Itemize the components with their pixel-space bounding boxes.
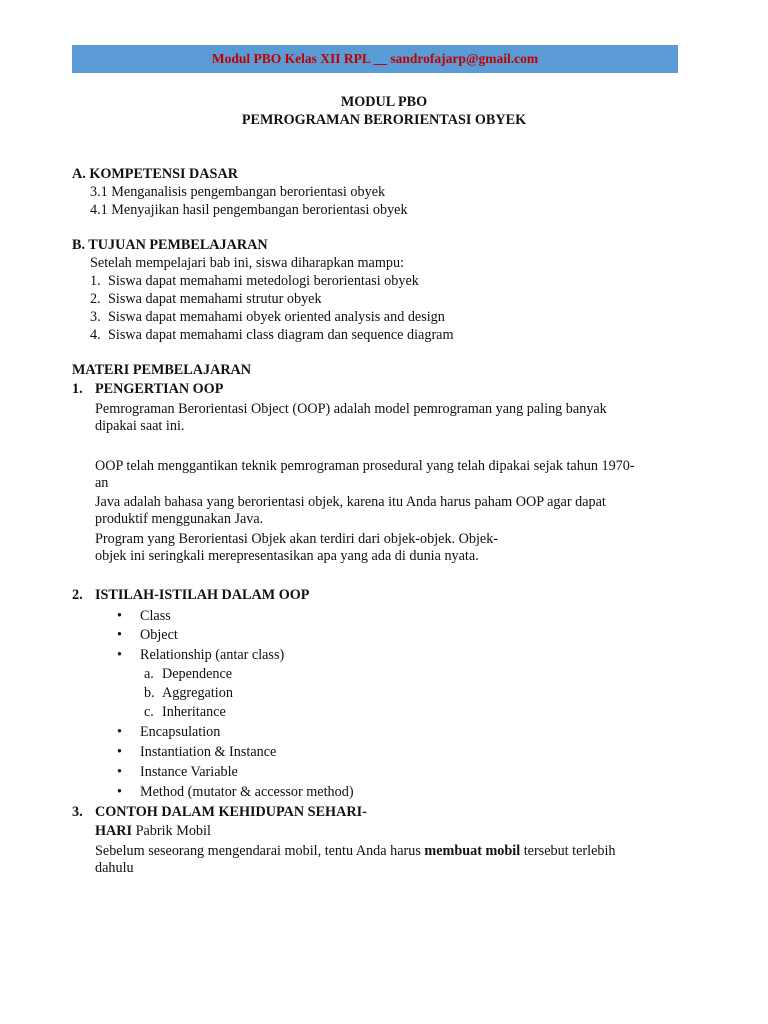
section-b-item-num: 1. — [90, 273, 101, 289]
s3-paragraph-line — [95, 842, 616, 860]
s1-paragraph-line: Java adalah bahasa yang berorientasi objek, karena itu Anda harus paham OOP agar dapat — [95, 494, 606, 510]
list-item: Object — [140, 627, 178, 643]
list-item: Class — [140, 608, 171, 624]
section-b-item-num: 4. — [90, 327, 101, 343]
title-line-2: PEMROGRAMAN BERORIENTASI OBYEK — [241, 112, 527, 128]
list-item: Method (mutator & accessor method) — [140, 784, 354, 800]
s1-num: 1. — [72, 381, 83, 397]
s3-paragraph-line: dahulu — [95, 860, 134, 876]
sub-item-num: c. — [144, 704, 154, 720]
s2-heading: ISTILAH-ISTILAH DALAM OOP — [95, 587, 310, 603]
s1-paragraph-line: Pemrograman Berorientasi Object (OOP) adalah model pemrograman yang paling banyak — [95, 401, 607, 417]
list-item: Relationship (antar class) — [140, 647, 285, 663]
sub-item-text: Inheritance — [162, 704, 226, 720]
section-a-item: 3.1 Menganalisis pengembangan berorientasi obyek — [90, 184, 386, 200]
bullet-icon: • — [117, 784, 122, 800]
section-b-heading: B. TUJUAN PEMBELAJARAN — [72, 237, 268, 253]
s3-heading: CONTOH DALAM KEHIDUPAN SEHARI- — [95, 804, 367, 820]
list-item: Instance Variable — [140, 764, 238, 780]
bullet-icon: • — [117, 647, 122, 663]
bullet-icon: • — [117, 627, 122, 643]
bullet-icon: • — [117, 608, 122, 624]
s1-paragraph-line: objek ini seringkali merepresentasikan apa yang ada di dunia nyata. — [95, 548, 479, 564]
s3-heading-line-2 — [95, 822, 211, 840]
s3-text-bold: membuat mobil — [424, 843, 521, 859]
s3-text-pre: Sebelum seseorang mengendarai mobil, tentu Anda harus — [95, 843, 425, 859]
s1-heading: PENGERTIAN OOP — [95, 381, 224, 397]
sub-item-num: a. — [144, 666, 154, 682]
bullet-icon: • — [117, 744, 122, 760]
section-b-intro: Setelah mempelajari bab ini, siswa diharapkan mampu: — [90, 255, 405, 271]
section-b-item-num: 3. — [90, 309, 101, 325]
s2-num: 2. — [72, 587, 83, 603]
sub-item-text: Aggregation — [162, 685, 233, 701]
s3-heading-hari: HARI — [95, 823, 133, 839]
section-b-item-text: Siswa dapat memahami obyek oriented analysis and design — [108, 309, 445, 325]
bullet-icon: • — [117, 724, 122, 740]
sub-item-num: b. — [144, 685, 155, 701]
s3-text-post: tersebut terlebih — [520, 843, 616, 859]
s1-paragraph-line: produktif menggunakan Java. — [95, 511, 264, 527]
s3-num: 3. — [72, 804, 83, 820]
materi-heading: MATERI PEMBELAJARAN — [72, 362, 252, 378]
sub-item-text: Dependence — [162, 666, 233, 682]
section-b-item-text: Siswa dapat memahami metedologi berorientasi obyek — [108, 273, 419, 289]
list-item: Encapsulation — [140, 724, 221, 740]
s1-paragraph-line: an — [95, 475, 109, 491]
s3-heading-rest: Pabrik Mobil — [132, 823, 211, 839]
s1-paragraph-line: dipakai saat ini. — [95, 418, 185, 434]
section-b-item-text: Siswa dapat memahami strutur obyek — [108, 291, 322, 307]
section-a-heading: A. KOMPETENSI DASAR — [72, 166, 238, 182]
title-line-1: MODUL PBO — [340, 94, 428, 110]
bullet-icon: • — [117, 764, 122, 780]
header-bar — [72, 45, 678, 73]
header-text: Modul PBO Kelas XII RPL __ sandrofajarp@gmail.com — [211, 51, 539, 66]
section-b-item-text: Siswa dapat memahami class diagram dan sequence diagram — [108, 327, 454, 343]
section-b-item-num: 2. — [90, 291, 101, 307]
s1-paragraph-line: OOP telah menggantikan teknik pemrograman prosedural yang telah dipakai sejak tahun 1970- — [95, 458, 635, 474]
section-a-item: 4.1 Menyajikan hasil pengembangan berorientasi obyek — [90, 202, 408, 218]
s1-paragraph-line: Program yang Berorientasi Objek akan terdiri dari objek-objek. Objek- — [95, 531, 499, 547]
list-item: Instantiation & Instance — [140, 744, 277, 760]
